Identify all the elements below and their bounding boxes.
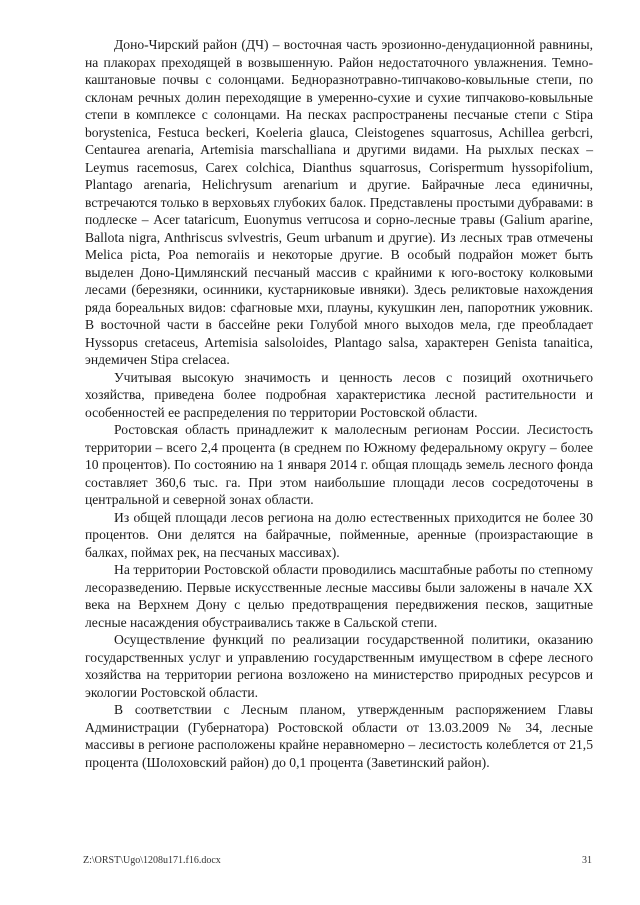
paragraph-afforestation: На территории Ростовской области проводились масштабные работы по степному лесоразведению. Первые искусственные лесные массивы были заложены в начале XX века на Верхнем Дону с целью предотвращения передвижения песков, защитные лесные насаждения обустраивались также в Сальской степи.: [85, 562, 593, 630]
paragraph-don-chir-district: Доно-Чирский район (ДЧ) – восточная часть эрозионно-денудационной равнины, на плакорах преходящей в возвышенную. Район недостаточного увлажнения. Темно-каштановые почвы с солонцами. Бедноразнотравно-типчаково-ковыльные степи, по склонам речных долин переходящие в умеренно-сухие и сухие типчаково-ковыльные степи в комплексе с солонцами. На песках распространены песчаные степи с Stipa borystenica, Festuca beckeri, Koeleria glauca, Cleistogenes squarrosus, Achillea gerbcri, Centaurea arenaria, Artemisia marschalliana и другими видами. На рыхлых песках – Leymus racemosus, Carex colchica, Dianthus squarrosus, Corispermum hyssopifolium, Plantago arenaria, Helichrysum arenarium и другие. Байрачные леса единичны, встречаются только в верховьях глубоких балок. Представлены простыми дубравами: в подлеске – Acer tataricum, Euonymus verrucosa и сорно-лесные травы (Galium aparine, Ballota nigra, Anthriscus svlvestris, Geum urbanum и другие). Из лесных трав отмечены Melica picta, Poa nemoraiis и некоторые другие. В особый подрайон может быть выделен Доно-Цимлянский песчаный массив с крайними к юго-востоку колковыми лесами (березняки, осинники, кустарниковые ивняки). Здесь реликтовые нахождения ряда бореальных видов: сфагновые мхи, плауны, кукушкин лен, папоротник ужовник. В восточной части в бассейне реки Голубой много выходов мела, где преобладает Hyssopus cretaceus, Artemisia salsoloides, Plantago salsa, характерен Genista tanaitica, эндемичен Stipa crelacea.: [85, 37, 593, 367]
document-body: [85, 36, 593, 771]
paragraph-forest-significance: Учитывая высокую значимость и ценность лесов с позиций охотничьего хозяйства, приведена более подробная характеристика лесной растительности и особенностей ее распределения по территории Ростовской области.: [85, 369, 593, 420]
paragraph-natural-forests: Из общей площади лесов региона на долю естественных приходится не более 30 процентов. Они делятся на байрачные, пойменные, аренные (произрастающие в балках, поймах рек, на песчаных массивах).: [85, 509, 593, 560]
paragraph-forest-plan: В соответствии с Лесным планом, утвержденным распоряжением Главы Администрации (Губернатора) Ростовской области от 13.03.2009 № 34, лесные массивы в регионе расположены крайне неравномерно – лесистость колеблется от 21,5 процента (Шолоховский район) до 0,1 процента (Заветинский район).: [85, 702, 593, 770]
paragraph-forest-management: Осуществление функций по реализации государственной политики, оказанию государственных услуг и управлению государственным имуществом в сфере лесного хозяйства на территории региона возложено на министерство природных ресурсов и экологии Ростовской области.: [85, 632, 593, 700]
page-number: 31: [582, 855, 592, 866]
paragraph-forest-cover: Ростовская область принадлежит к малолесным регионам России. Лесистость территории – всего 2,4 процента (в среднем по Южному федеральному округу – более 10 процентов). По состоянию на 1 января 2014 г. общая площадь земель лесного фонда составляет 360,6 тыс. га. При этом наибольшие площади лесов сосредоточены в центральной и северной зонах области.: [85, 422, 593, 507]
footer-file-path: Z:\ORST\Ugo\1208u171.f16.docx: [83, 855, 221, 866]
